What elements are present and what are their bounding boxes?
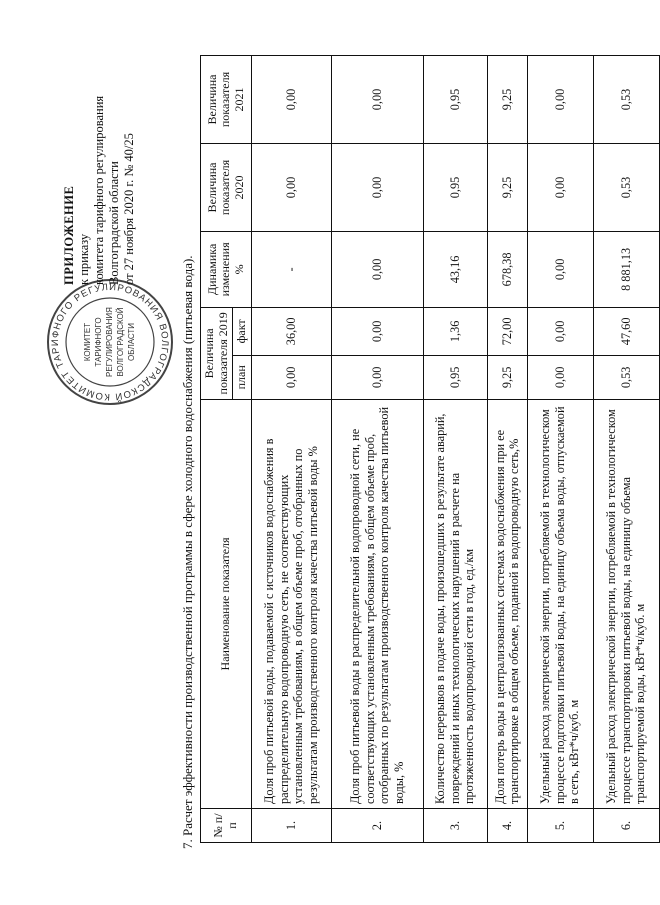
appendix-line: к приказу [77,233,91,285]
official-seal [45,277,175,407]
row-2021: 0,00 [331,56,423,144]
table-row [423,56,487,843]
row-2021: 9,25 [487,56,527,144]
row-fact: 72,00 [487,307,527,355]
header-dynamics: Динамика изменения % [201,231,252,307]
row-fact: 47,60 [593,307,659,355]
row-2020: 0,53 [593,143,659,231]
svg-text:КОМИТЕТ: КОМИТЕТ [83,322,92,362]
appendix-line: от 27 ноября 2020 г. № 40/25 [122,133,136,285]
row-2020: 9,25 [487,143,527,231]
row-num: 4. [487,809,527,843]
seal-graphic [45,277,175,407]
row-dynamics: 0,00 [527,231,593,307]
table-row [593,56,659,843]
row-dynamics: - [251,231,331,307]
svg-text:ОБЛАСТИ: ОБЛАСТИ [127,322,136,362]
row-2021: 0,00 [527,56,593,144]
svg-text:ТАРИФНОГО: ТАРИФНОГО [94,317,103,367]
table-row [487,56,527,843]
svg-text:ВОЛГОГРАДСКОЙ: ВОЛГОГРАДСКОЙ [116,307,125,377]
row-fact: 0,00 [527,307,593,355]
row-fact: 36,00 [251,307,331,355]
row-fact: 1,36 [423,307,487,355]
header-num: № п/п [201,809,252,843]
row-fact: 0,00 [331,307,423,355]
table-row [527,56,593,843]
svg-text:РЕГУЛИРОВАНИЯ: РЕГУЛИРОВАНИЯ [105,307,114,377]
row-plan: 0,00 [527,355,593,399]
row-dynamics: 678,38 [487,231,527,307]
table-row [251,56,331,843]
row-num: 5. [527,809,593,843]
row-2021: 0,00 [251,56,331,144]
row-2020: 0,00 [527,143,593,231]
row-name: Удельный расход электрической энергии, потребляемой в технологическом процессе подготовки питьевой воды, на единицу объема воды, отпускаемой в сеть, кВт*ч/куб. м [527,399,593,808]
header-name: Наименование показателя [201,399,252,808]
header-plan: план [233,355,252,399]
appendix-header [62,35,137,285]
row-2020: 0,95 [423,143,487,231]
row-dynamics: 43,16 [423,231,487,307]
row-2021: 0,53 [593,56,659,144]
svg-text:КОМИТЕТ ТАРИФНОГО РЕГУЛИРОВАНИ: КОМИТЕТ ТАРИФНОГО РЕГУЛИРОВАНИЯ ВОЛГОГРАДСКОЙ [49,281,171,403]
row-2021: 0,95 [423,56,487,144]
header-fact: факт [233,307,252,355]
row-num: 6. [593,809,659,843]
appendix-title: ПРИЛОЖЕНИЕ [62,185,76,285]
appendix-line: комитета тарифного регулирования [92,95,106,285]
row-plan: 0,53 [593,355,659,399]
row-name: Удельный расход электрической энергии, потребляемой в технологическом процессе транспортировки питьевой воды, на единицу объема транспортируемой воды, кВт*ч/куб. м [593,399,659,808]
header-2021: Величина показателя 2021 [201,56,252,144]
table-row [331,56,423,843]
appendix-line: Волгоградской области [107,161,121,285]
section-title: 7. Расчет эффективности производственной программы в сфере холодного водоснабжения (питьевая вода). [180,255,195,849]
row-num: 1. [251,809,331,843]
row-name: Доля проб питьевой воды в распределительной водопроводной сети, не соответствующих установленным требованиям, в общем объеме проб, отобранных по результатам производственного контроля качества питьевой воды, % [331,399,423,808]
row-num: 2. [331,809,423,843]
row-plan: 0,95 [423,355,487,399]
header-2020: Величина показателя 2020 [201,143,252,231]
row-2020: 0,00 [251,143,331,231]
row-name: Доля потерь воды в централизованных системах водоснабжения при ее транспортировке в общем объеме, поданной в водопроводную сеть,% [487,399,527,808]
row-name: Количество перерывов в подаче воды, произошедших в результате аварий, повреждений и иных технологических нарушений в расчете на протяженность водопроводной сети в год, ед./км [423,399,487,808]
row-name: Доля проб питьевой воды, подаваемой с источников водоснабжения в распределительную водопроводную сеть, не соответствующих установленным требованиям, в общем объеме проб, отобранных по результатам производственного контроля качества питьевой воды % [251,399,331,808]
row-plan: 0,00 [331,355,423,399]
row-plan: 0,00 [251,355,331,399]
row-dynamics: 8 881,13 [593,231,659,307]
document-page [10,27,648,877]
row-dynamics: 0,00 [331,231,423,307]
header-2019: Величина показателя 2019 [201,307,233,399]
row-num: 3. [423,809,487,843]
row-plan: 9,25 [487,355,527,399]
efficiency-table [200,55,660,843]
row-2020: 0,00 [331,143,423,231]
